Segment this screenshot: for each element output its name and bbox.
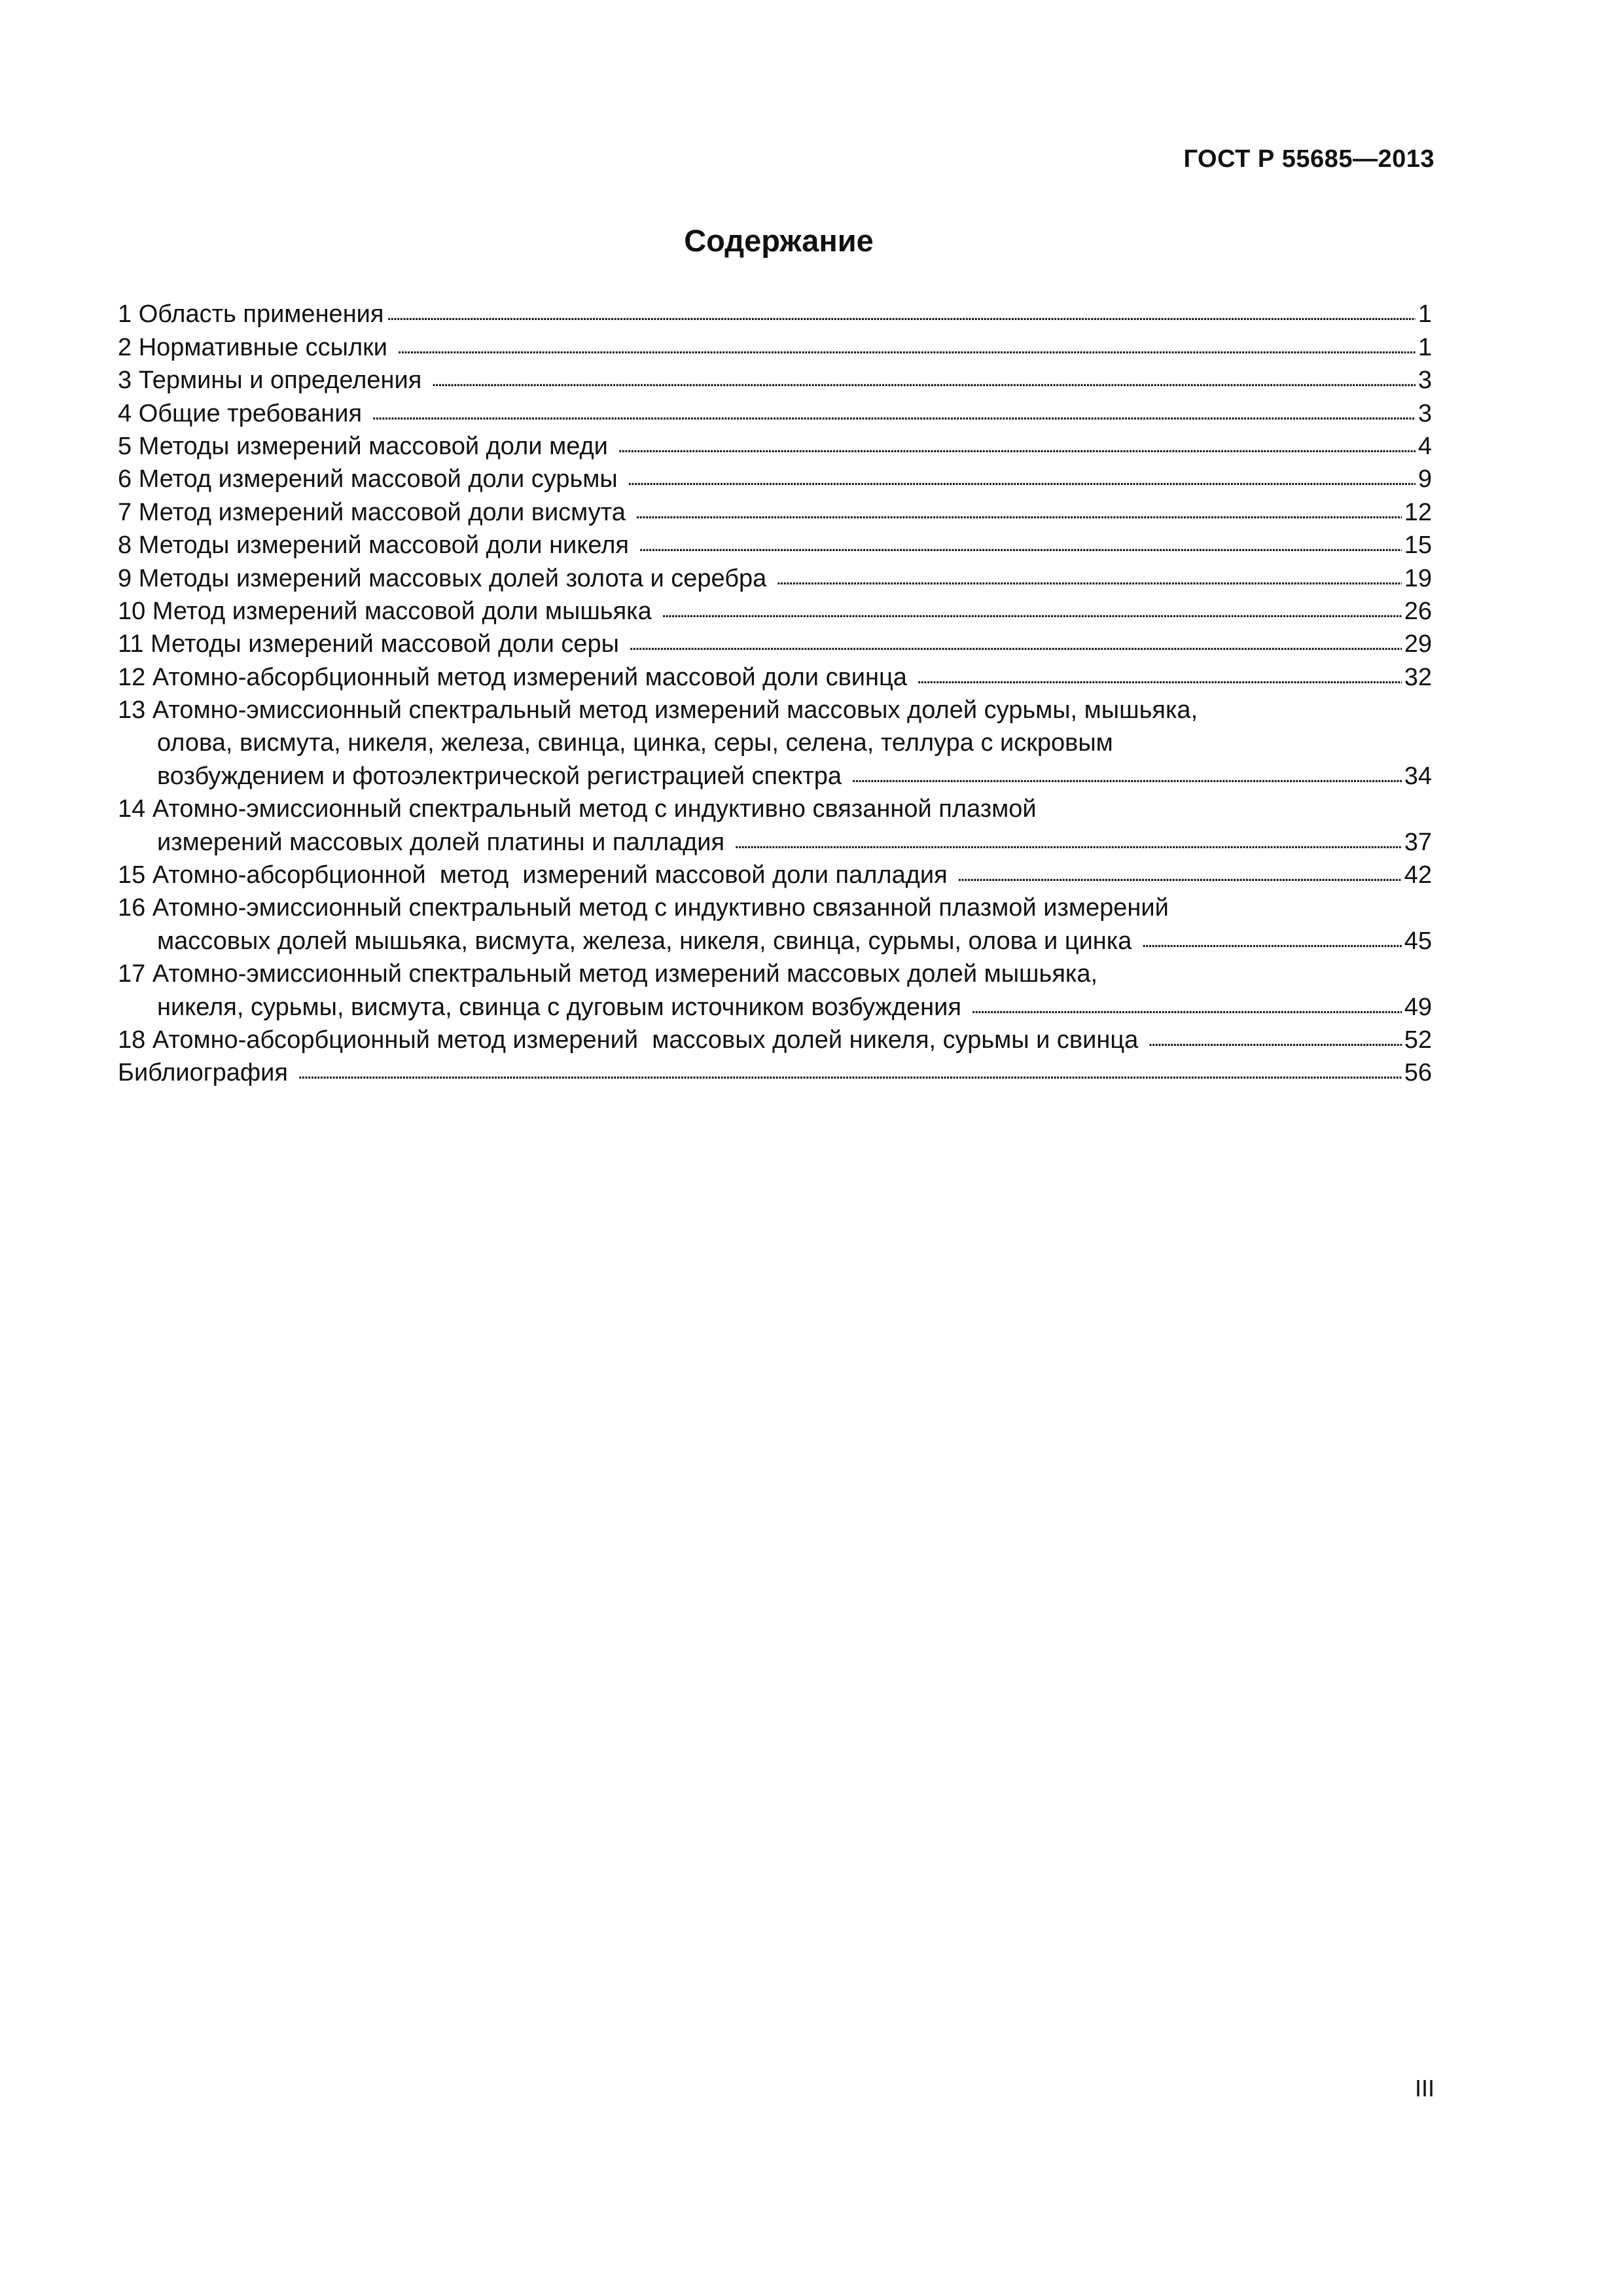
dot-leader: [629, 626, 1402, 660]
toc-entry[interactable]: [118, 1024, 1432, 1056]
dot-leader: [851, 758, 1402, 793]
toc-entry-title: олова, висмута, никеля, железа, свинца, цинка, серы, селена, теллура с искровым: [157, 729, 1113, 757]
toc-entry-page: 26: [1404, 597, 1432, 625]
toc-entry-page: 1: [1418, 333, 1432, 361]
toc-entry[interactable]: [118, 660, 1432, 693]
toc-entry[interactable]: [118, 825, 1432, 858]
toc-entry-page: 15: [1404, 531, 1432, 560]
toc-entry-title: 18 Атомно-абсорбционный метод измерений массовых долей никеля, сурьмы и свинца: [118, 1026, 1145, 1054]
dot-leader: [372, 395, 1416, 430]
dot-leader: [776, 560, 1402, 595]
dot-leader: [971, 989, 1401, 1024]
toc-entry-title: 9 Методы измерений массовых долей золота и серебра: [118, 564, 774, 592]
toc-entry[interactable]: [118, 793, 1432, 825]
toc-entry[interactable]: [118, 364, 1432, 397]
toc-entry[interactable]: [118, 463, 1432, 495]
toc-title: Содержание: [684, 223, 874, 258]
toc-entry-page: 34: [1404, 762, 1432, 790]
dot-leader: [386, 296, 1415, 331]
toc-entry[interactable]: [118, 924, 1432, 957]
toc-entry-page: 45: [1404, 927, 1432, 955]
toc-entry-title: Библиография: [118, 1059, 295, 1087]
dot-leader: [298, 1054, 1402, 1089]
toc-entry-page: 52: [1404, 1026, 1432, 1054]
toc-entry[interactable]: [118, 694, 1432, 726]
toc-entry-title: 8 Методы измерений массовой доли никеля: [118, 531, 636, 560]
toc-entry-title: массовых долей мышьяка, висмута, железа, никеля, свинца, сурьмы, олова и цинка: [157, 927, 1139, 955]
toc-entry[interactable]: [118, 859, 1432, 891]
toc-entry-page: 19: [1404, 564, 1432, 592]
toc-entry-title: 7 Метод измерений массовой доли висмута: [118, 498, 633, 526]
toc-entry[interactable]: [118, 628, 1432, 660]
toc-entry-title: 13 Атомно-эмиссионный спектральный метод измерений массовых долей сурьмы, мышьяка,: [118, 696, 1198, 725]
toc-entry[interactable]: [118, 430, 1432, 463]
toc-entry-title: 5 Методы измерений массовой доли меди: [118, 432, 615, 460]
toc-entry-title: 16 Атомно-эмиссионный спектральный метод с индуктивно связанной плазмой измерений: [118, 894, 1169, 922]
toc-entry-title: 11 Методы измерений массовой доли серы: [118, 630, 626, 658]
toc-entry-title: никеля, сурьмы, висмута, свинца с дуговым источником возбуждения: [157, 993, 969, 1021]
dot-leader: [617, 428, 1415, 463]
toc-entry-title: 17 Атомно-эмиссионный спектральный метод измерений массовых долей мышьяка,: [118, 960, 1098, 988]
toc-entry-page: 37: [1404, 828, 1432, 856]
toc-entry-title: измерений массовых долей платины и палладия: [157, 828, 732, 856]
toc-entry[interactable]: [118, 958, 1432, 990]
toc-entry-page: 9: [1418, 465, 1432, 493]
toc-entry[interactable]: [118, 990, 1432, 1023]
toc-entry-title: 14 Атомно-эмиссионный спектральный метод с индуктивно связанной плазмой: [118, 795, 1037, 823]
toc-entry-title: возбуждением и фотоэлектрической регистрацией спектра: [157, 762, 849, 790]
dot-leader: [639, 527, 1402, 562]
toc-entry-page: 49: [1404, 993, 1432, 1021]
dot-leader: [661, 593, 1401, 628]
toc-entry[interactable]: [118, 397, 1432, 429]
document-code: ГОСТ Р 55685—2013: [1183, 145, 1435, 173]
toc-entry-page: 3: [1418, 367, 1432, 395]
dot-leader: [1141, 923, 1402, 958]
toc-entry[interactable]: [118, 562, 1432, 594]
toc-entry[interactable]: [118, 495, 1432, 528]
toc-entry-page: 12: [1404, 498, 1432, 526]
toc-entry[interactable]: [118, 529, 1432, 562]
toc-entry-page: 42: [1404, 861, 1432, 889]
dot-leader: [916, 659, 1401, 694]
toc-entry-page: 29: [1404, 630, 1432, 658]
dot-leader: [1148, 1022, 1402, 1056]
toc-entry[interactable]: [118, 759, 1432, 792]
dot-leader: [397, 329, 1416, 364]
toc-entry-title: 15 Атомно-абсорбционной метод измерений массовой доли палладия: [118, 861, 955, 889]
toc-entry[interactable]: [118, 891, 1432, 924]
toc-entry[interactable]: [118, 595, 1432, 628]
toc-entry-page: 56: [1404, 1059, 1432, 1087]
toc-entry[interactable]: [118, 726, 1432, 759]
toc-entry-title: 12 Атомно-абсорбционный метод измерений массовой доли свинца: [118, 663, 914, 691]
dot-leader: [627, 461, 1416, 495]
toc-entry-page: 32: [1404, 663, 1432, 691]
toc-entry-page: 3: [1418, 399, 1432, 427]
toc-entry-title: 6 Метод измерений массовой доли сурьмы: [118, 465, 625, 493]
page-number: III: [1414, 2075, 1435, 2102]
dot-leader: [957, 857, 1401, 891]
toc-entry-page: 1: [1418, 300, 1432, 329]
toc-entry-title: 3 Термины и определения: [118, 367, 429, 395]
toc-entry-page: 4: [1418, 432, 1432, 460]
toc-entry-title: 4 Общие требования: [118, 399, 369, 427]
toc-entry[interactable]: [118, 1056, 1432, 1089]
toc-entry[interactable]: [118, 298, 1432, 331]
dot-leader: [431, 362, 1416, 397]
table-of-contents: [118, 298, 1432, 1089]
toc-entry-title: 10 Метод измерений массовой доли мышьяка: [118, 597, 659, 625]
toc-entry-title: 1 Область применения: [118, 300, 384, 329]
toc-entry-title: 2 Нормативные ссылки: [118, 333, 395, 361]
dot-leader: [734, 824, 1402, 859]
toc-entry[interactable]: [118, 331, 1432, 363]
dot-leader: [635, 494, 1401, 529]
